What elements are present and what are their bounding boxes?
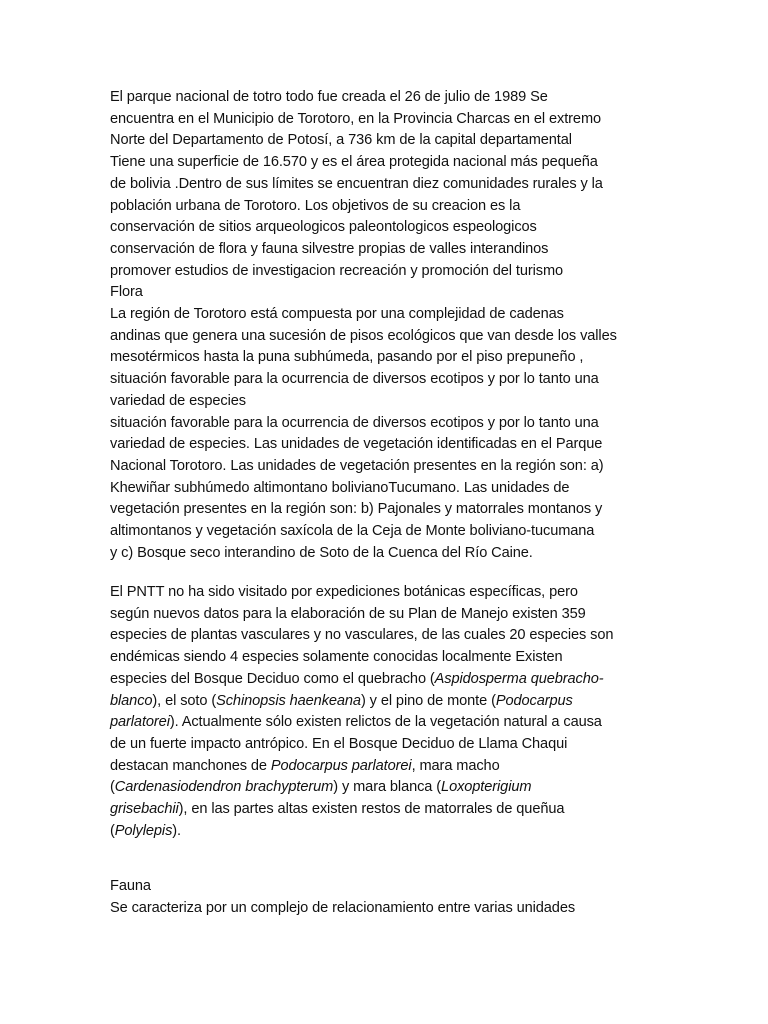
text-run: ), en las partes altas existen restos de matorrales de queñua [178, 801, 565, 818]
text-line: de un fuerte impacto antrópico. En el Bosque Deciduo de Llama Chaqui [110, 735, 568, 752]
text-line [110, 821, 670, 843]
text-run: , mara macho [411, 757, 500, 774]
text-line: Norte del Departamento de Potosí, a 736 km de la capital departamental [110, 132, 572, 149]
text-line: situación favorable para la ocurrencia de diversos ecotipos y por lo tanto una [110, 371, 599, 388]
text-line: andinas que genera una sucesión de pisos ecológicos que van desde los valles [110, 327, 617, 344]
text-run: ) y mara blanca ( [333, 779, 442, 796]
pntt-paragraph [110, 582, 670, 842]
species-name: Schinopsis haenkeana [216, 692, 361, 709]
text-line: según nuevos datos para la elaboración de su Plan de Manejo existen 359 [110, 605, 586, 622]
text-line [110, 691, 670, 713]
text-run: ( [110, 822, 115, 839]
text-line: encuentra en el Municipio de Torotoro, en la Provincia Charcas en el extremo [110, 110, 602, 127]
text-line [110, 777, 670, 799]
text-run: ( [110, 779, 115, 796]
text-line: Nacional Torotoro. Las unidades de vegetación presentes en la región son: a) [110, 457, 604, 474]
text-line: promover estudios de investigacion recreación y promoción del turismo [110, 262, 564, 279]
text-line: Se caracteriza por un complejo de relacionamiento entre varias unidades [110, 899, 576, 916]
species-name: blanco [110, 692, 153, 709]
species-name: Aspidosperma quebracho- [434, 670, 604, 687]
text-line: de bolivia .Dentro de sus límites se encuentran diez comunidades rurales y la [110, 175, 603, 192]
text-line: altimontanos y vegetación saxícola de la Ceja de Monte boliviano-tucumana [110, 523, 595, 540]
text-run: destacan manchones de [110, 757, 271, 774]
flora-heading: Flora [110, 284, 143, 301]
species-name: Podocarpus [495, 692, 573, 709]
text-line [110, 712, 670, 734]
text-line: Khewiñar subhúmedo altimontano bolivianoTucumano. Las unidades de [110, 479, 570, 496]
text-line: Tiene una superficie de 16.570 y es el área protegida nacional más pequeña [110, 154, 598, 171]
text-line [110, 799, 670, 821]
species-name: Polylepis [114, 822, 173, 839]
text-line: El PNTT no ha sido visitado por expediciones botánicas específicas, pero [110, 584, 578, 600]
species-name: Cardenasiodendron brachypterum [114, 779, 334, 796]
species-name: Loxopterigium [441, 779, 532, 796]
text-line: situación favorable para la ocurrencia de diversos ecotipos y por lo tanto una [110, 414, 599, 431]
text-line: conservación de flora y fauna silvestre propias de valles interandinos [110, 240, 549, 257]
intro-paragraph [110, 87, 670, 564]
text-run: especies del Bosque Deciduo como el quebracho ( [110, 670, 435, 687]
text-run: ). Actualmente sólo existen relictos de la vegetación natural a causa [169, 714, 602, 731]
text-line: vegetación presentes en la región son: b) Pajonales y matorrales montanos y [110, 501, 603, 518]
text-line: población urbana de Torotoro. Los objetivos de su creacion es la [110, 197, 521, 214]
text-line: El parque nacional de totro todo fue creada el 26 de julio de 1989 Se [110, 89, 548, 105]
text-line: y c) Bosque seco interandino de Soto de la Cuenca del Río Caine. [110, 544, 533, 561]
species-name: grisebachii [110, 801, 179, 818]
species-name: parlatorei [110, 714, 170, 731]
text-run: ), el soto ( [152, 692, 217, 709]
text-line: especies de plantas vasculares y no vasculares, de las cuales 20 especies son [110, 627, 614, 644]
fauna-section [110, 876, 670, 919]
text-line: conservación de sitios arqueologicos paleontologicos espeologicos [110, 219, 537, 236]
text-line: La región de Torotoro está compuesta por una complejidad de cadenas [110, 306, 564, 323]
text-line: variedad de especies. Las unidades de vegetación identificadas en el Parque [110, 436, 603, 453]
text-line: endémicas siendo 4 especies solamente conocidas localmente Existen [110, 649, 563, 666]
text-run: ). [172, 822, 181, 839]
text-run: ) y el pino de monte ( [360, 692, 496, 709]
fauna-heading: Fauna [110, 878, 151, 894]
text-line [110, 756, 670, 778]
text-line [110, 669, 670, 691]
text-line: mesotérmicos hasta la puna subhúmeda, pasando por el piso prepuneño , [110, 349, 584, 366]
text-line: variedad de especies [110, 392, 246, 409]
species-name: Podocarpus parlatorei [270, 757, 412, 774]
